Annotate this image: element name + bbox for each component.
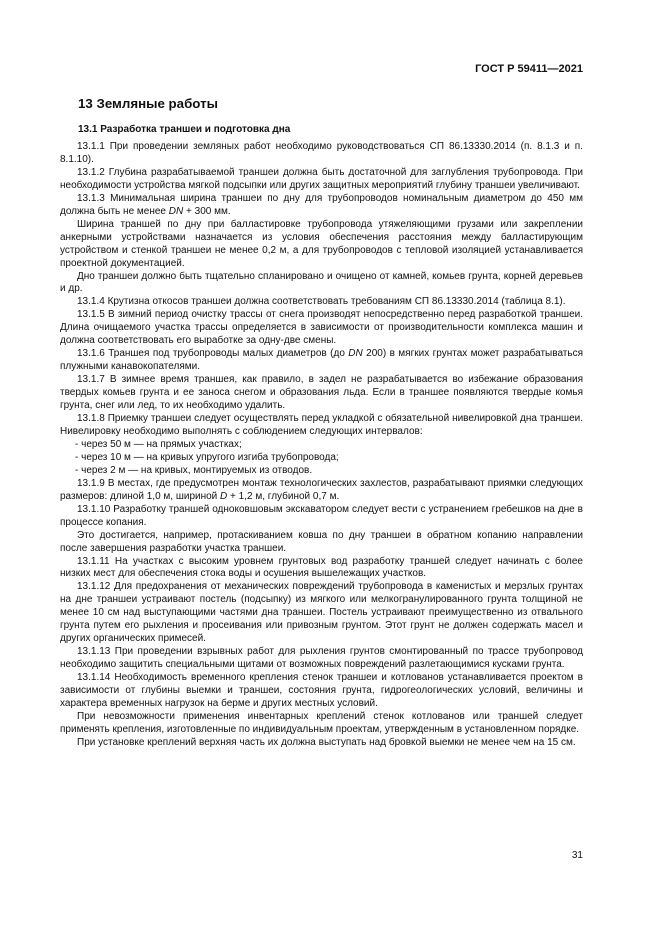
paragraph: 13.1.5 В зимний период очистку трассы от снега производят непосредственно перед разработкой траншеи. Длина очищаемого участка трассы определяется в зависимости от производительности комплекса машин и должна соответствовать его выработке за одну-две смены. (60, 309, 583, 347)
paragraph: 13.1.12 Для предохранения от механических повреждений трубопровода в каменистых и мерзлых грунтах на дне траншеи устраивают постель (подсыпку) из мягкого или мелкогранулированного грунта толщиной не менее 10 см над выступающими частями дна траншеи. Постель устраивают преимущественно из отвального грунта путем его рыхления и просеивания или привозным грунтом. Этот грунт не должен содержать масел и других органических примесей. (60, 581, 583, 645)
paragraph: 13.1.1 При проведении земляных работ необходимо руководствоваться СП 86.13330.2014 (п. 8.1.3 и п. 8.1.10). (60, 141, 583, 165)
paragraph: 13.1.14 Необходимость временного крепления стенок траншеи и котлованов устанавливается проектом в зависимости от глубины выемки и траншеи, состояния грунта, гидрогеологических условий, величины и характера временных нагрузок на берме и других местных условий. (60, 672, 583, 709)
paragraph: 13.1.4 Крутизна откосов траншеи должна соответствовать требованиям СП 86.13330.2014 (таблица 8.1). (77, 296, 566, 308)
paragraph: 13.1.9 В местах, где предусмотрен монтаж технологических захлестов, разрабатывают приямки следующих размеров: длиной 1,0 м, шириной D + 1,2 м, глубиной 0,7 м. (60, 477, 583, 502)
list-item: - через 10 м — на кривых упругого изгиба трубопровода; (60, 452, 583, 465)
paragraph: 13.1.13 При проведении взрывных работ для рыхления грунтов смонтированный по трассе трубопровод необходимо защитить специальными щитами от возможных повреждений разлетающимися кусками грунта. (60, 646, 583, 671)
paragraph: Ширина траншей по дну при балластировке трубопровода утяжеляющими грузами или закреплении анкерными устройствами назначается из условия обеспечения расстояния между балластирующим устройством и стенкой траншеи не менее 0,2 м, а для трубопроводов с тепловой изоляцией устанавливается проектной документацией. (60, 218, 583, 269)
paragraph: 13.1.2 Глубина разрабатываемой траншеи должна быть достаточной для заглубления трубопровода. При необходимости устройства мягкой подсыпки или других защитных мероприятий глубину траншеи увеличивают. (60, 166, 583, 191)
list-item: - через 2 м — на кривых, монтируемых из отводов. (60, 465, 583, 478)
paragraph: 13.1.6 Траншея под трубопроводы малых диаметров (до DN 200) в мягких грунтах может разрабатываться плужными канавокопателями. (60, 348, 583, 373)
document-body (60, 141, 583, 750)
paragraph: При установке креплений верхняя часть их должна выступать над бровкой выемки не менее чем на 15 см. (77, 736, 576, 748)
paragraph: При невозможности применения инвентарных креплений стенок котлованов или траншей следует применять крепления, изготовленные по индивидуальным проектам, утвержденным в установленном порядке. (60, 710, 583, 735)
paragraph: Это достигается, например, протаскиванием ковша по дну траншеи в обратном копанию направлении после завершения разработки участка траншеи. (60, 529, 583, 554)
paragraph: 13.1.7 В зимнее время траншея, как правило, в задел не разрабатывается во избежание образования твердых комьев грунта и ее заноса снегом и образования льда. Если в траншее появляются твердые комья грунта, снег или лед, то их необходимо удалить. (60, 374, 583, 412)
page-number: 31 (571, 850, 583, 861)
paragraph: 13.1.10 Разработку траншей одноковшовым экскаватором следует вести с устранением гребешков на дне в процессе копания. (60, 503, 583, 528)
list-item: - через 50 м — на прямых участках; (60, 439, 583, 452)
subsection-title: 13.1 Разработка траншеи и подготовка дна (78, 124, 291, 135)
section-title: 13 Земляные работы (78, 96, 218, 111)
paragraph: 13.1.11 На участках с высоким уровнем грунтовых вод разработку траншей следует начинать с более низких мест для обеспечения стока воды и осушения вышележащих участков. (60, 555, 583, 580)
standard-header: ГОСТ Р 59411—2021 (475, 63, 583, 75)
paragraph: 13.1.3 Минимальная ширина траншеи по дну для трубопроводов номинальным диаметром до 450 мм должна быть не менее DN + 300 мм. (60, 192, 583, 217)
interval-list (60, 439, 583, 478)
paragraph: 13.1.8 Приемку траншеи следует осуществлять перед укладкой с обязательной нивелировкой дна траншеи. Нивелировку необходимо выполнять с соблюдением следующих интервалов: (60, 413, 583, 437)
paragraph: Дно траншеи должно быть тщательно спланировано и очищено от камней, комьев грунта, корней деревьев и др. (60, 270, 583, 295)
